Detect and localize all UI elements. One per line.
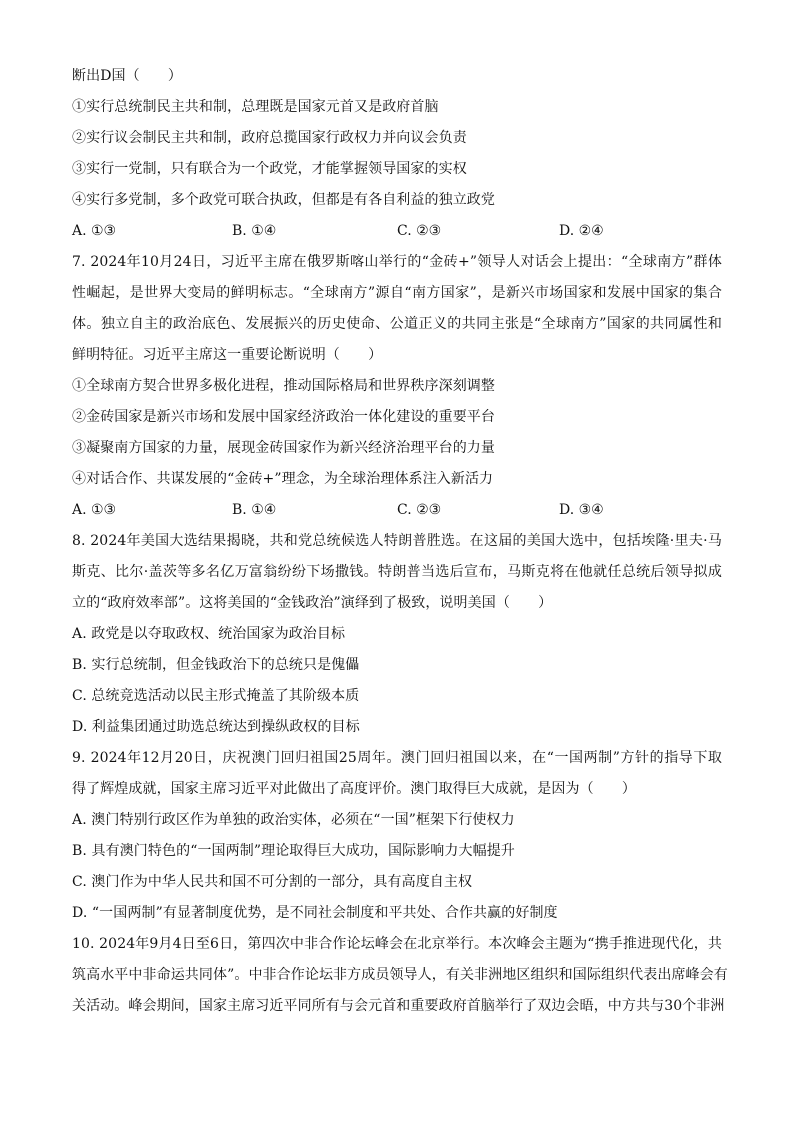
q10-stem-line-2: 筑高水平中非命运共同体”。中非合作论坛非方成员领导人，有关非洲地区组织和国际组织代表出席峰会有 bbox=[72, 967, 728, 983]
q9-stem-line-2: 得了辉煌成就，国家主席习近平对此做出了高度评价。澳门取得巨大成就，是因为（ ） bbox=[72, 781, 636, 797]
q7-stem-line-2: 性崛起，是世界大变局的鲜明标志。“全球南方”源自“南方国家”，是新兴市场国家和发展中国家的集合 bbox=[72, 285, 722, 301]
q7-option-d: D. ③④ bbox=[559, 502, 604, 518]
q7-stem-line-3: 体。独立自主的政治底色、发展振兴的历史使命、公道正义的共同主张是“全球南方”国家的共同属性和 bbox=[72, 316, 722, 332]
q9-option-c: C. 澳门作为中华人民共和国不可分割的一部分，具有高度自主权 bbox=[72, 874, 473, 890]
q6-options bbox=[72, 221, 732, 241]
q6-statement-1: ①实行总统制民主共和制，总理既是国家元首又是政府首脑 bbox=[72, 99, 439, 115]
q7-stem-line-4: 鲜明特征。习近平主席这一重要论断说明（ ） bbox=[72, 347, 383, 363]
q7-option-b: B. ①④ bbox=[232, 502, 277, 518]
q6-option-b: B. ①④ bbox=[232, 223, 277, 239]
q9-stem-line-1: 9. 2024年12月20日，庆祝澳门回归祖国25周年。澳门回归祖国以来，在“一国两制”方针的指导下取 bbox=[72, 750, 722, 766]
q8-option-a: A. 政党是以夺取政权、统治国家为政治目标 bbox=[72, 626, 346, 642]
q6-option-d: D. ②④ bbox=[559, 223, 604, 239]
q6-statement-2: ②实行议会制民主共和制，政府总揽国家行政权力并向议会负责 bbox=[72, 130, 467, 146]
q7-statement-2: ②金砖国家是新兴市场和发展中国家经济政治一体化建设的重要平台 bbox=[72, 409, 495, 425]
q8-stem-line-2: 斯克、比尔·盖茨等多名亿万富翁纷纷下场撒钱。特朗普当选后宣布，马斯克将在他就任总统后领导拟成 bbox=[72, 564, 722, 580]
q6-stem-tail: 断出D国（ ） bbox=[72, 68, 183, 84]
q8-stem-line-1: 8. 2024年美国大选结果揭晓，共和党总统候选人特朗普胜选。在这届的美国大选中，包括埃隆·里夫·马 bbox=[72, 533, 722, 549]
q9-option-d: D. “一国两制”有显著制度优势，是不同社会制度和平共处、合作共赢的好制度 bbox=[72, 905, 558, 921]
q10-stem-line-3: 关活动。峰会期间，国家主席习近平同所有与会元首和重要政府首脑举行了双边会晤，中方共与30个非洲 bbox=[72, 998, 725, 1014]
q8-stem-line-3: 立的“政府效率部”。这将美国的“金钱政治”演绎到了极致，说明美国（ ） bbox=[72, 595, 553, 611]
q9-option-b: B. 具有澳门特色的“一国两制”理论取得巨大成功，国际影响力大幅提升 bbox=[72, 843, 515, 859]
q7-stem-line-1: 7. 2024年10月24日，习近平主席在俄罗斯喀山举行的“金砖+”领导人对话会上提出：“全球南方”群体 bbox=[72, 254, 722, 270]
q8-option-d: D. 利益集团通过助选总统达到操纵政权的目标 bbox=[72, 719, 360, 735]
q6-statement-3: ③实行一党制，只有联合为一个政党，才能掌握领导国家的实权 bbox=[72, 161, 467, 177]
q8-option-c: C. 总统竞选活动以民主形式掩盖了其阶级本质 bbox=[72, 688, 360, 704]
q9-option-a: A. 澳门特别行政区作为单独的政治实体，必须在“一国”框架下行使权力 bbox=[72, 812, 515, 828]
q8-option-b: B. 实行总统制，但金钱政治下的总统只是傀儡 bbox=[72, 657, 360, 673]
q7-option-a: A. ①③ bbox=[72, 502, 117, 518]
q7-options bbox=[72, 500, 732, 520]
q7-option-c: C. ②③ bbox=[397, 502, 442, 518]
q6-statement-4: ④实行多党制，多个政党可联合执政，但都是有各自利益的独立政党 bbox=[72, 192, 495, 208]
q7-statement-4: ④对话合作、共谋发展的“金砖+”理念，为全球治理体系注入新活力 bbox=[72, 471, 494, 487]
q10-stem-line-1: 10. 2024年9月4日至6日，第四次中非合作论坛峰会在北京举行。本次峰会主题为“携手推进现代化，共 bbox=[72, 936, 722, 952]
q7-statement-3: ③凝聚南方国家的力量，展现金砖国家作为新兴经济治理平台的力量 bbox=[72, 440, 495, 456]
q7-statement-1: ①全球南方契合世界多极化进程，推动国际格局和世界秩序深刻调整 bbox=[72, 378, 495, 394]
q6-option-c: C. ②③ bbox=[397, 223, 442, 239]
q6-option-a: A. ①③ bbox=[72, 223, 117, 239]
